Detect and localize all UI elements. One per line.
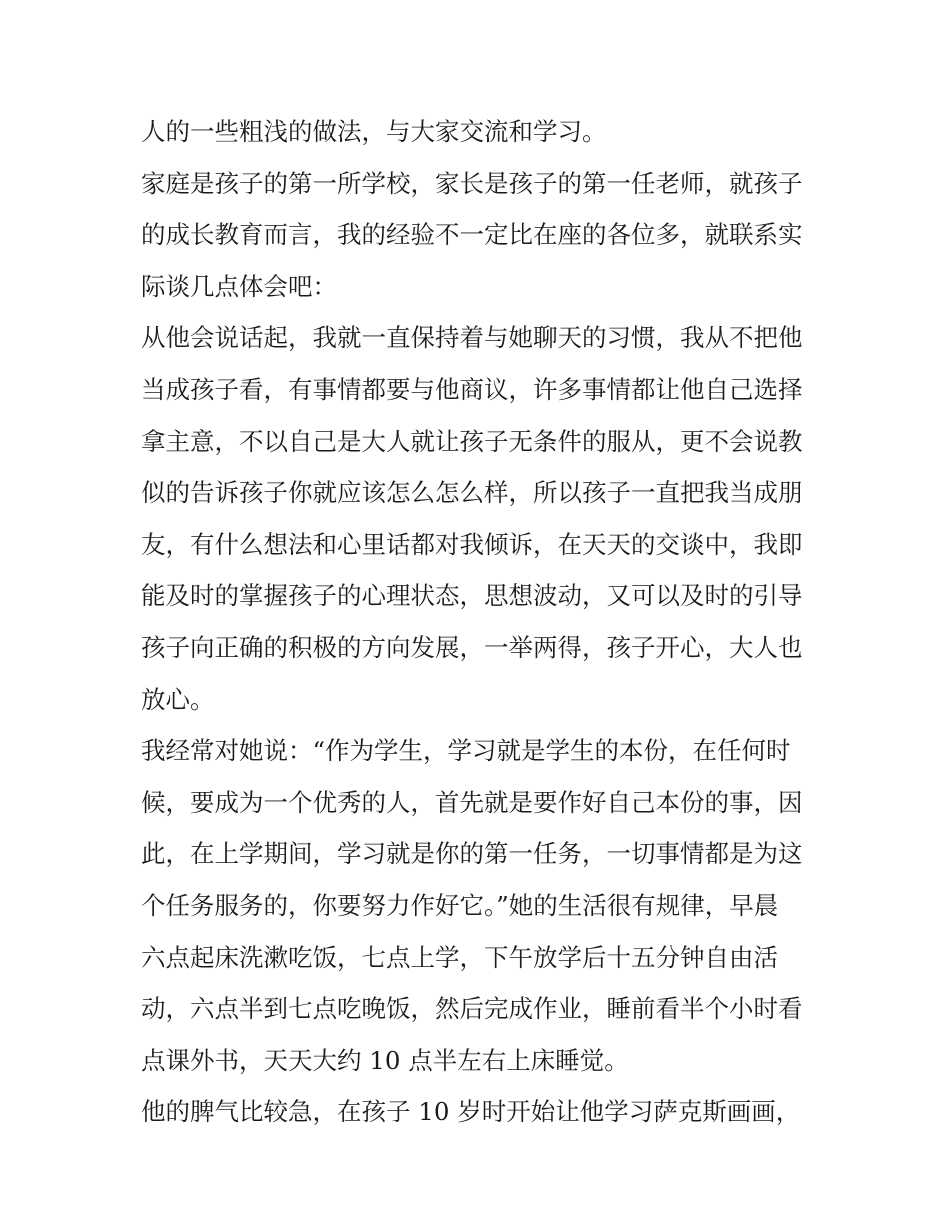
document-body [141,106,821,1138]
text-line: 似的告诉孩子你就应该怎么怎么样，所以孩子一直把我当成朋 [141,478,803,508]
text-line: 候，要成为一个优秀的人，首先就是要作好自己本份的事，因 [141,787,803,817]
paragraph [141,312,821,725]
text-line: 人的一些粗浅的做法，与大家交流和学习。 [141,117,607,146]
text-line: 友，有什么想法和心里话都对我倾诉，在天天的交谈中，我即 [141,529,803,559]
text-line: 家庭是孩子的第一所学校，家长是孩子的第一任老师，就孩子 [141,168,803,198]
text-line: 孩子向正确的积极的方向发展，一举两得，孩子开心，大人也 [141,632,803,662]
text-line: 此，在上学期间，学习就是你的第一任务，一切事情都是为这 [141,839,803,869]
text-line: 点课外书，天天大约 10 点半左右上床睡觉。 [141,1045,629,1075]
paragraph [141,158,821,313]
text-line: 当成孩子看，有事情都要与他商议，许多事情都让他自己选择 [141,374,803,404]
text-line: 能及时的掌握孩子的心理状态，思想波动，又可以及时的引导 [141,581,803,611]
text-line: 际谈几点体会吧： [141,271,337,301]
text-line: 他的脾气比较急，在孩子 10 岁时开始让他学习萨克斯画画， [141,1097,801,1127]
paragraph [141,1086,821,1138]
text-line: 拿主意，不以自己是大人就让孩子无条件的服从，更不会说教 [141,426,803,456]
paragraph [141,106,821,158]
text-line: 从他会说话起，我就一直保持着与她聊天的习惯，我从不把他 [141,323,803,353]
text-line: 动，六点半到七点吃晚饭，然后完成作业，睡前看半个小时看 [141,994,803,1024]
text-line: 放心。 [141,684,215,714]
text-line: 我经常对她说：“作为学生，学习就是学生的本份，在任何时 [141,736,791,766]
text-line: 的成长教育而言，我的经验不一定比在座的各位多，就联系实 [141,220,803,250]
paragraph [141,725,821,1086]
text-line: 个任务服务的，你要努力作好它。”她的生活很有规律，早晨 [141,890,779,920]
text-line: 六点起床洗漱吃饭，七点上学，下午放学后十五分钟自由活 [141,942,778,972]
